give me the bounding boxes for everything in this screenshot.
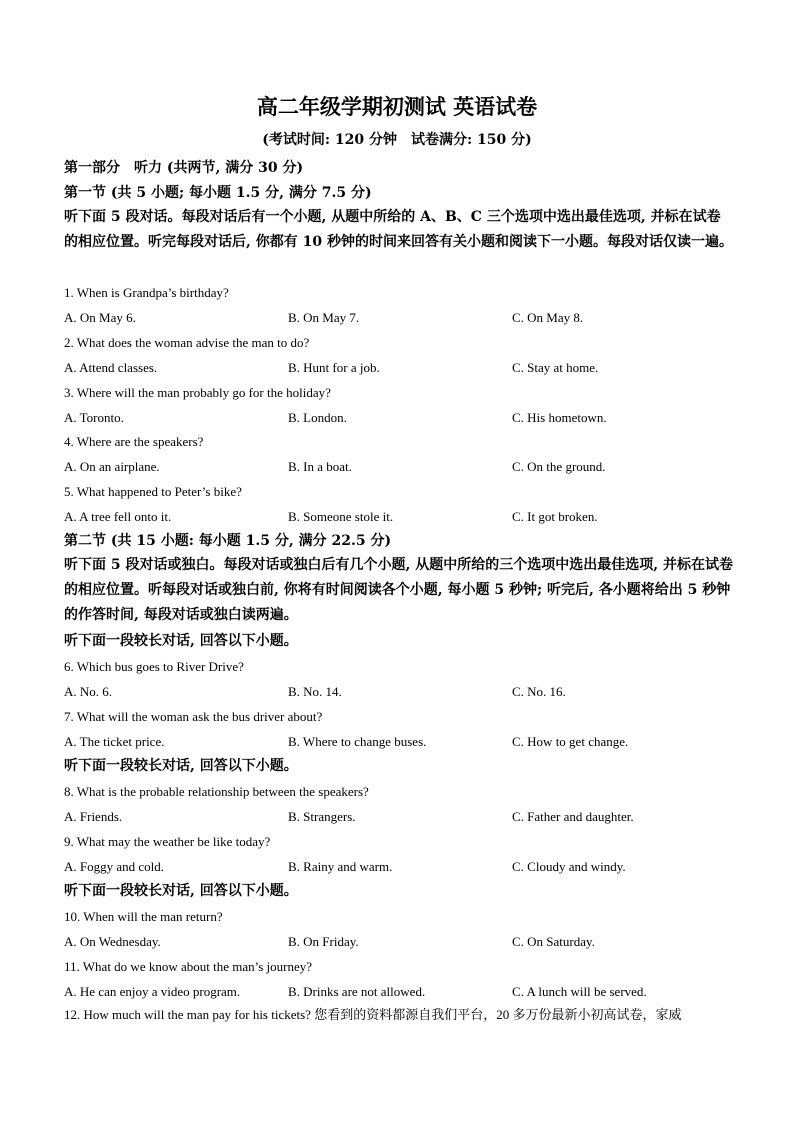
option-b: B. Drinks are not allowed. [288, 984, 426, 999]
option-a: A. No. 6. [64, 684, 113, 699]
option-a: A. Attend classes. [64, 360, 158, 375]
exam-title: 高二年级学期初测试 英语试卷 [256, 94, 538, 119]
option-a: A. Toronto. [64, 410, 124, 425]
option-b: B. On Friday. [288, 934, 359, 949]
option-c: C. No. 16. [512, 684, 566, 699]
option-c: C. Father and daughter. [512, 809, 634, 824]
option-c: C. On the ground. [512, 459, 606, 474]
question-text: 6. Which bus goes to River Drive? [64, 659, 244, 674]
option-c: C. Stay at home. [512, 360, 599, 375]
question-text: 2. What does the woman advise the man to do? [64, 335, 310, 350]
question-text: 5. What happened to Peter’s bike? [64, 484, 242, 499]
section1-heading: 第一节 (共 5 小题; 每小题 1.5 分, 满分 7.5 分) [64, 185, 372, 201]
part1-heading: 第一部分 听力 (共两节, 满分 30 分) [64, 160, 304, 176]
option-a: A. On May 6. [64, 310, 136, 325]
option-a: A. Friends. [64, 809, 123, 824]
section2-heading: 第二节 (共 15 小题: 每小题 1.5 分, 满分 22.5 分) [64, 533, 392, 549]
question-text: 12. How much will the man pay for his tickets? 您看到的资料都源自我们平台，20 多万份最新小初高试卷，家威 [64, 1007, 682, 1022]
option-b: B. Strangers. [288, 809, 356, 824]
option-a: A. On Wednesday. [64, 934, 161, 949]
option-b: B. No. 14. [288, 684, 342, 699]
question-text: 4. Where are the speakers? [64, 434, 204, 449]
subhead-dialogue: 听下面一段较长对话, 回答以下小题。 [64, 883, 298, 899]
option-c: C. Cloudy and windy. [512, 859, 626, 874]
option-b: B. London. [288, 410, 347, 425]
question-text: 7. What will the woman ask the bus driver about? [64, 709, 323, 724]
option-a: A. On an airplane. [64, 459, 160, 474]
subhead-dialogue: 听下面一段较长对话, 回答以下小题。 [64, 633, 298, 649]
option-b: B. Hunt for a job. [288, 360, 380, 375]
question-text: 1. When is Grandpa’s birthday? [64, 285, 229, 300]
section1-instructions: 听下面 5 段对话。每段对话后有一个小题, 从题中所给的 A、B、C 三个选项中选出最佳选项, 并标在试卷的相应位置。听完每段对话后, 你都有 10 秒钟的时间来回答有关小题和阅读下一小题。每段对话仅读一遍。 [64, 209, 733, 250]
option-c: C. On Saturday. [512, 934, 595, 949]
question-text: 8. What is the probable relationship between the speakers? [64, 784, 369, 799]
question-text: 9. What may the weather be like today? [64, 834, 271, 849]
option-b: B. Someone stole it. [288, 509, 394, 524]
option-c: C. How to get change. [512, 734, 629, 749]
option-c: C. A lunch will be served. [512, 984, 647, 999]
option-b: B. On May 7. [288, 310, 360, 325]
option-c: C. On May 8. [512, 310, 584, 325]
option-b: B. Rainy and warm. [288, 859, 393, 874]
exam-subtitle: (考试时间: 120 分钟 试卷满分: 150 分) [262, 132, 532, 148]
section2-instructions: 听下面 5 段对话或独白。每段对话或独白后有几个小题, 从题中所给的三个选项中选出最佳选项, 并标在试卷的相应位置。听每段对话或独白前, 你将有时间阅读各个小题, 每小题 5 秒钟; 听完后, 各小题将给出 5 秒钟的作答时间, 每段对话或独白读两遍。 [64, 557, 733, 623]
question-text: 11. What do we know about the man’s journey? [64, 959, 313, 974]
option-c: C. His hometown. [512, 410, 607, 425]
option-a: A. The ticket price. [64, 734, 165, 749]
subhead-dialogue: 听下面一段较长对话, 回答以下小题。 [64, 758, 298, 774]
option-c: C. It got broken. [512, 509, 598, 524]
option-a: A. Foggy and cold. [64, 859, 165, 874]
question-text: 3. Where will the man probably go for the holiday? [64, 385, 331, 400]
option-a: A. A tree fell onto it. [64, 509, 172, 524]
option-a: A. He can enjoy a video program. [64, 984, 241, 999]
question-text: 10. When will the man return? [64, 909, 223, 924]
option-b: B. Where to change buses. [288, 734, 427, 749]
option-b: B. In a boat. [288, 459, 352, 474]
